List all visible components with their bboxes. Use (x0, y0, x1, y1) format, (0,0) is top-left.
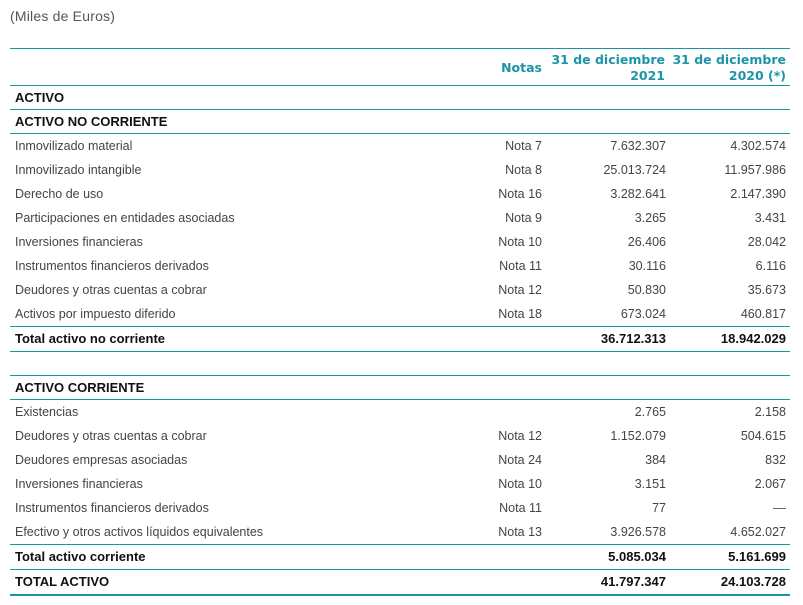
row-label: Deudores empresas asociadas (15, 453, 188, 467)
row-value-2021: 77 (652, 501, 666, 515)
dash-icon (773, 508, 786, 509)
column-header-2021 (551, 52, 665, 84)
row-note: Nota 10 (498, 235, 542, 249)
table-row (10, 424, 790, 448)
total-value-2021: 5.085.034 (608, 549, 666, 564)
total-corriente-row (10, 545, 790, 569)
row-label: Instrumentos financieros derivados (15, 259, 209, 273)
table-row (10, 472, 790, 496)
row-value-2021: 3.265 (634, 211, 666, 225)
section-gap (10, 352, 790, 375)
row-value-2021: 3.282.641 (610, 187, 666, 201)
table-row (10, 206, 790, 230)
row-value-2020: 35.673 (747, 283, 786, 297)
row-note: Nota 18 (498, 307, 542, 321)
total-activo-row (10, 570, 790, 594)
row-value-2020: 11.957.986 (724, 163, 786, 177)
row-value-2021: 25.013.724 (603, 163, 666, 177)
total-label: Total activo no corriente (15, 331, 166, 346)
table-row (10, 134, 790, 158)
notes-column-header: Notas (501, 60, 542, 75)
row-value-2020: 4.302.574 (730, 139, 786, 153)
row-note: Nota 11 (499, 501, 542, 515)
no-corriente-title: ACTIVO NO CORRIENTE (15, 114, 168, 129)
row-label: Deudores y otras cuentas a cobrar (15, 429, 207, 443)
total-activo-value-2020: 24.103.728 (720, 574, 786, 589)
table-row (10, 278, 790, 302)
table-row (10, 302, 790, 326)
row-note: Nota 10 (498, 477, 542, 491)
table-row (10, 496, 790, 520)
row-value-2020: 3.431 (754, 211, 786, 225)
row-label: Existencias (15, 405, 79, 419)
total-activo-label: TOTAL ACTIVO (15, 574, 110, 589)
table-header (10, 49, 790, 85)
column-header-2020-line1: 31 de diciembre (672, 52, 786, 67)
row-note: Nota 12 (498, 283, 542, 297)
row-value-2020: 4.652.027 (730, 525, 786, 539)
total-label: Total activo corriente (15, 549, 146, 564)
no-corriente-rows (10, 134, 790, 326)
activo-title: ACTIVO (15, 90, 65, 105)
balance-sheet-table (10, 48, 790, 596)
row-value-2020 (773, 496, 786, 520)
no-corriente-heading (10, 110, 790, 133)
column-header-2021-line2: 2021 (630, 68, 665, 83)
table-row (10, 400, 790, 424)
activo-heading (10, 86, 790, 109)
table-row (10, 230, 790, 254)
row-value-2021: 30.116 (628, 259, 666, 273)
row-note: Nota 9 (505, 211, 542, 225)
corriente-title: ACTIVO CORRIENTE (15, 380, 145, 395)
row-label: Efectivo y otros activos líquidos equivalentes (15, 525, 264, 539)
row-label: Inmovilizado material (15, 139, 133, 153)
corriente-heading (10, 376, 790, 399)
table-row (10, 520, 790, 544)
row-note: Nota 12 (498, 429, 542, 443)
total-value-2020: 5.161.699 (728, 549, 786, 564)
row-note: Nota 8 (505, 163, 542, 177)
row-label: Participaciones en entidades asociadas (15, 211, 235, 225)
row-value-2020: 832 (765, 453, 786, 467)
row-note: Nota 7 (505, 139, 542, 153)
column-header-2021-line1: 31 de diciembre (551, 52, 665, 67)
row-value-2021: 1.152.079 (610, 429, 666, 443)
row-value-2020: 2.067 (754, 477, 786, 491)
table-row (10, 254, 790, 278)
row-value-2020: 504.615 (740, 429, 786, 443)
row-value-2021: 673.024 (620, 307, 666, 321)
row-label: Instrumentos financieros derivados (15, 501, 209, 515)
total-value-2021: 36.712.313 (600, 331, 666, 346)
corriente-rows (10, 400, 790, 544)
row-value-2021: 7.632.307 (610, 139, 666, 153)
table-row (10, 158, 790, 182)
row-label: Inmovilizado intangible (15, 163, 142, 177)
row-note: Nota 16 (498, 187, 542, 201)
units-note: (Miles de Euros) (10, 8, 116, 24)
row-value-2020: 2.158 (754, 405, 786, 419)
row-note: Nota 24 (498, 453, 542, 467)
row-value-2021: 3.151 (634, 477, 666, 491)
row-label: Inversiones financieras (15, 477, 143, 491)
row-value-2020: 28.042 (747, 235, 786, 249)
row-label: Deudores y otras cuentas a cobrar (15, 283, 207, 297)
total-value-2020: 18.942.029 (720, 331, 786, 346)
column-header-2020-line2: 2020 (*) (728, 68, 786, 83)
row-value-2020: 6.116 (755, 259, 786, 273)
row-label: Activos por impuesto diferido (15, 307, 176, 321)
row-label: Derecho de uso (15, 187, 104, 201)
rule (10, 594, 790, 596)
row-note: Nota 11 (499, 259, 542, 273)
total-no-corriente-row (10, 327, 790, 351)
row-value-2021: 2.765 (634, 405, 666, 419)
row-label: Inversiones financieras (15, 235, 143, 249)
row-value-2021: 26.406 (627, 235, 666, 249)
row-value-2020: 2.147.390 (730, 187, 786, 201)
total-activo-value-2021: 41.797.347 (600, 574, 666, 589)
row-value-2021: 384 (645, 453, 666, 467)
table-row (10, 448, 790, 472)
row-value-2021: 3.926.578 (610, 525, 666, 539)
row-note: Nota 13 (498, 525, 542, 539)
column-header-2020 (672, 52, 786, 84)
row-value-2020: 460.817 (740, 307, 786, 321)
table-row (10, 182, 790, 206)
row-value-2021: 50.830 (627, 283, 666, 297)
